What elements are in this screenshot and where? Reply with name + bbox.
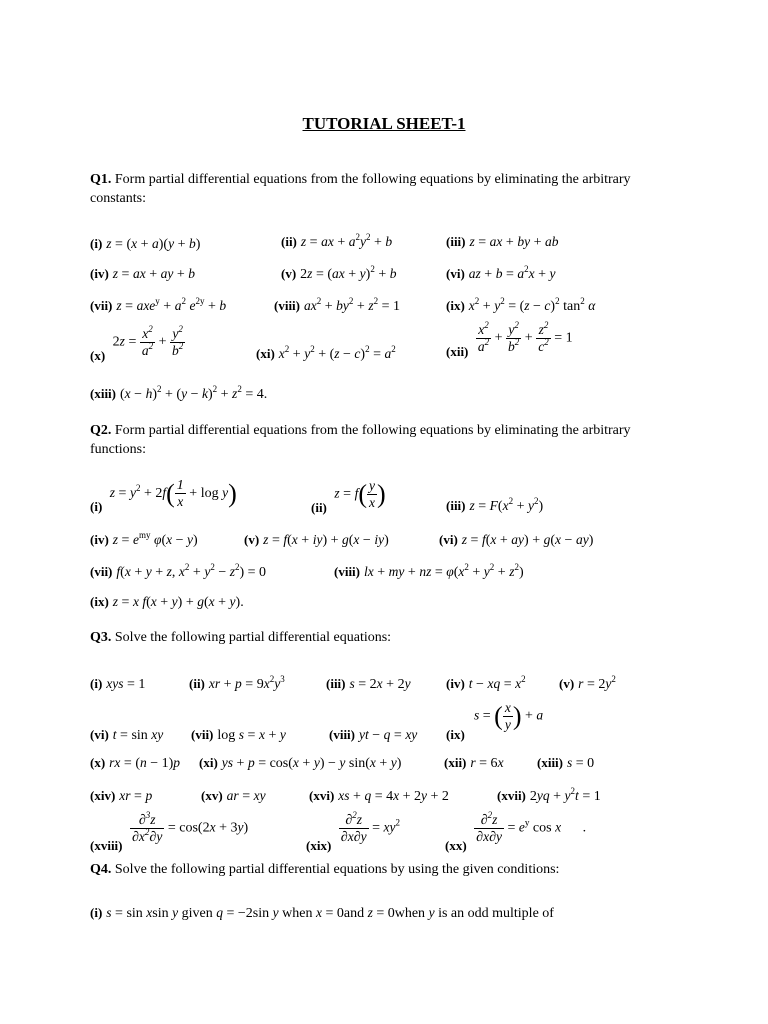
q3-item-xvii: (xvii) $2yq + y^2t = 1$ (497, 786, 601, 804)
q3-item-xix: (xix) $\frac{\partial^2z}{\partial x\partial y}$ = $xy^2$ (306, 810, 401, 853)
q3-item-xx: (xx) $\frac{\partial^2z}{\partial x\partial y}$ = $e^y$ cos x . (445, 810, 587, 853)
q2-item-v: (v) z = f(x + iy) + g(x − iy) (244, 532, 389, 548)
q1-item-vi: (vi) az + $b = a^2x + y$ (446, 264, 556, 282)
q3-item-vii: (vii) log s = x + y (191, 727, 286, 743)
q1-text: Form partial differential equations from the following equations by eliminating the arbitrary constants: (90, 172, 631, 206)
q1-item-xi: (xi) $x^2 + y^2 + (z - c)^2 = a^2$ (256, 344, 396, 362)
q1-item-iii: (iii) z = ax + by + ab (446, 234, 559, 250)
q1-item-v: (v) 2z = (ax + y)$^2$ + b (281, 264, 397, 282)
q3-item-ix-label: (ix) (446, 727, 465, 742)
q4-heading (90, 860, 690, 879)
q3-item-viii: (viii) yt − q = xy (329, 727, 418, 743)
q1-item-xii: (xii) $\frac{x^2}{a^2}$ + $\frac{y^2}{b^2}$ + $\frac{z^2}{c^2}$ = 1 (446, 320, 573, 359)
q1-label: Q1. (90, 172, 112, 187)
q2-text: Form partial differential equations from the following equations by eliminating the arbitrary functions: (90, 423, 631, 457)
q4-text: Solve the following partial differential equations by using the given conditions: (114, 862, 560, 877)
q3-item-xv: (xv) ar = xy (201, 788, 266, 804)
q2-item-iv: (iv) $z = e^{my}$ φ(x − y) (90, 530, 198, 548)
q3-item-xiii: (xiii) s = 0 (537, 755, 595, 771)
q4-label: Q4. (90, 862, 112, 877)
q3-label: Q3. (90, 630, 112, 645)
q2-item-vii: (vii) f(x + y + z, $x^2 + y^2 - z^2) = 0$ (90, 562, 267, 580)
q1-item-xiii: (xiii) $(x - h)^2 + (y - k)^2 + z^2 = 4$. (90, 384, 268, 402)
q1-item-ix: (ix) $x^2 + y^2 = (z - c)^2$ $\tan^2 \alpha$ (446, 296, 596, 314)
q3-item-iii: (iii) s = 2x + 2y (326, 676, 411, 692)
q3-item-ix: s = ( $\frac{x}{y}$ ) + a (474, 700, 544, 732)
q3-item-v: (v) $r = 2y^2$ (559, 674, 616, 692)
q3-item-ii: (ii) xr + $p = 9x^2y^3$ (189, 674, 285, 692)
q3-item-iv: (iv) t − xq = $x^2$ (446, 674, 526, 692)
q1-item-vii: (vii) $z = axe^y + a^2$ $e^{2y} + b$ (90, 296, 227, 314)
q2-item-iii: (iii) $z = F(x^2 + y^2)$ (446, 496, 544, 514)
q2-item-viii: (viii) lx + my + nz = $\varphi(x^2 + y^2 + z^2)$ (334, 562, 524, 580)
q1-item-i: (i) z = (x + a)(y + b) (90, 236, 201, 252)
q2-label: Q2. (90, 423, 112, 438)
q3-item-xii: (xii) r = 6x (444, 755, 504, 771)
q3-item-xiv: (xiv) xr = p (90, 788, 153, 804)
q3-text: Solve the following partial differential equations: (114, 630, 392, 645)
q2-item-ix: (ix) z = x f(x + y) + g(x + y). (90, 594, 244, 610)
q2-item-ii: (ii) z = f( $\frac{y}{x}$ ) (311, 478, 386, 515)
q2-item-i: (i) $z = y^2 + 2f$( $\frac{1}{x}$ + log y) (90, 478, 237, 515)
page-title: TUTORIAL SHEET-1 (302, 114, 466, 133)
q1-item-iv: (iv) z = ax + ay + b (90, 266, 196, 282)
q1-item-viii: (viii) $ax^2 + by^2 + z^2 = 1$ (274, 296, 400, 314)
q3-item-vi: (vi) t = sin xy (90, 727, 164, 743)
q3-item-xi: (xi) ys + p = cos(x + y) − y sin(x + y) (199, 755, 402, 771)
q1-item-ii: (ii) z = ax + $a^2y^2 + b$ (281, 232, 393, 250)
q1-item-x: (x) 2z = $\frac{x^2}{a^2}$ + $\frac{y^2}{b^2}$ (90, 324, 184, 363)
q3-heading (90, 628, 690, 647)
q2-item-vi: (vi) z = f(x + ay) + g(x − ay) (439, 532, 594, 548)
q3-item-i: (i) xys = 1 (90, 676, 146, 692)
q2-heading (90, 421, 690, 459)
q3-item-x: (x) rx = (n − 1)p (90, 755, 181, 771)
q3-item-xviii: (xviii) $\frac{\partial^3z}{\partial x^2\partial y}$ = cos(2x + 3y) (90, 810, 249, 853)
q3-item-xvi: (xvi) xs + q = 4x + 2y + 2 (309, 788, 449, 804)
q4-item-i: (i) s = sin xsin y given q = −2sin y when x = 0and z = 0when y is an odd multiple of (90, 905, 554, 921)
q1-heading (90, 170, 690, 208)
